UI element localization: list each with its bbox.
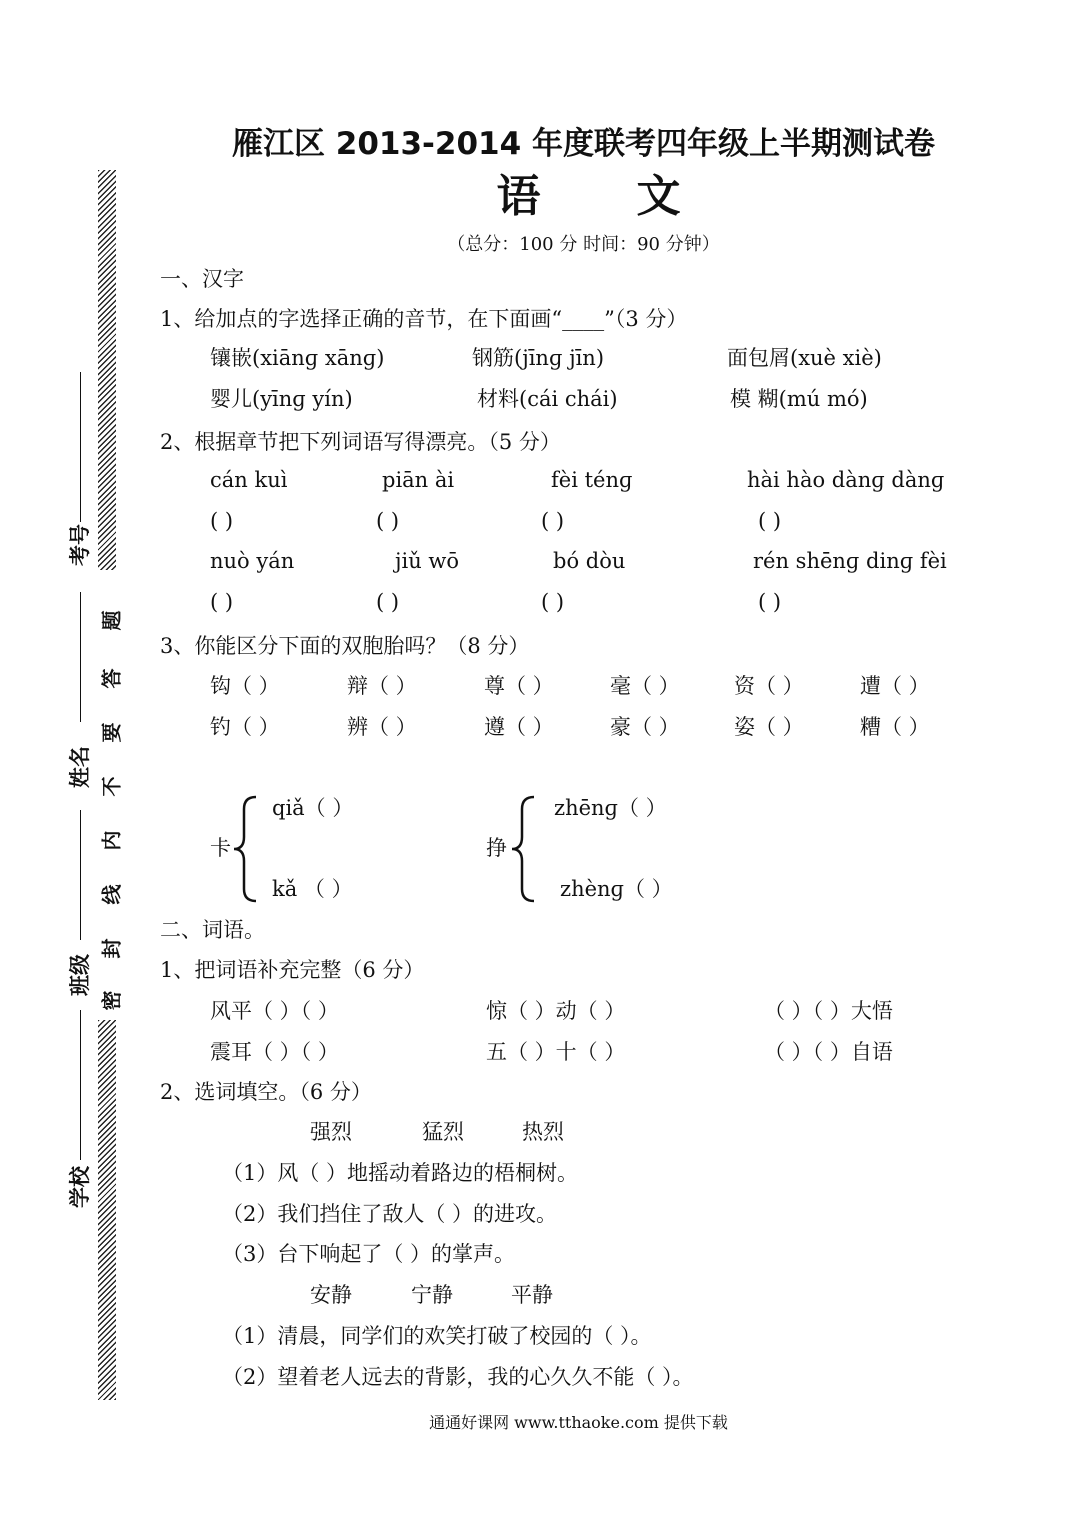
- label-name: 姓名: [68, 746, 92, 788]
- label-class: 班级: [68, 954, 92, 996]
- footer-credit: 通通好课网 www.tthaoke.com 提供下载: [429, 1413, 728, 1432]
- polyphone-char: 挣: [486, 836, 507, 860]
- twin-char[interactable]: 毫（ ）: [610, 674, 680, 698]
- twin-char[interactable]: 辩（ ）: [347, 674, 417, 698]
- curly-brace-icon: [510, 795, 538, 903]
- answer-blank[interactable]: ( ): [210, 590, 234, 614]
- section-heading: 一、汉字: [160, 267, 244, 291]
- polyphone-reading[interactable]: zhēnɡ（ ）: [554, 796, 667, 820]
- word-option: 宁静: [411, 1283, 453, 1307]
- pinyin-word: cán kuì: [210, 468, 288, 492]
- pinyin-choice: 面包屑(xuè xiè): [727, 346, 882, 370]
- pinyin-choice: 材料(cái chái): [477, 387, 618, 411]
- polyphone-reading[interactable]: qiǎ（ ）: [272, 796, 354, 820]
- word-option: 猛烈: [422, 1120, 464, 1144]
- twin-char[interactable]: 钓（ ）: [210, 715, 280, 739]
- label-school: 学校: [68, 1166, 92, 1208]
- binding-char: 内: [99, 830, 124, 851]
- binding-char: 线: [99, 884, 124, 905]
- subject-char: 语: [496, 171, 541, 222]
- fill-sentence[interactable]: （1）风（ ）地摇动着路边的梧桐树。: [222, 1161, 579, 1185]
- label-exam-number: 考号: [68, 524, 92, 566]
- pinyin-word: fèi ténɡ: [551, 468, 633, 492]
- pinyin-choice: 钢筋(jīnɡ jīn): [472, 346, 605, 370]
- fill-line: [80, 810, 81, 940]
- answer-blank[interactable]: ( ): [541, 509, 565, 533]
- pinyin-word: bó dòu: [553, 549, 626, 573]
- twin-char[interactable]: 尊（ ）: [484, 674, 554, 698]
- pinyin-choice: 模 糊(mú mó): [730, 387, 868, 411]
- polyphone-reading[interactable]: kǎ （ ）: [272, 877, 353, 901]
- pinyin-word: jiǔ wō: [395, 549, 460, 573]
- twin-char[interactable]: 钩（ ）: [210, 674, 280, 698]
- twin-char[interactable]: 姿（ ）: [734, 715, 804, 739]
- word-option: 平静: [511, 1283, 553, 1307]
- pinyin-word: piān ài: [382, 468, 455, 492]
- binding-char: 封: [99, 938, 124, 959]
- idiom-blank[interactable]: 震耳（ ）（ ）: [210, 1040, 339, 1064]
- word-option: 安静: [310, 1283, 352, 1307]
- twin-char[interactable]: 遭（ ）: [860, 674, 930, 698]
- binding-hatch: [98, 1020, 116, 1400]
- fill-line: [80, 1010, 81, 1160]
- pinyin-word: nuò yán: [210, 549, 295, 573]
- binding-hatch: [98, 170, 116, 570]
- word-option: 强烈: [310, 1120, 352, 1144]
- binding-char: 不: [99, 776, 124, 797]
- answer-blank[interactable]: ( ): [376, 590, 400, 614]
- twin-char[interactable]: 资（ ）: [734, 674, 804, 698]
- word-option: 热烈: [522, 1120, 564, 1144]
- idiom-blank[interactable]: （ ）（ ）自语: [764, 1040, 893, 1064]
- fill-line: [80, 592, 81, 722]
- answer-blank[interactable]: ( ): [758, 590, 782, 614]
- page-title: 雁江区 2013-2014 年度联考四年级上半期测试卷: [231, 126, 935, 162]
- question-title: 2、根据章节把下列词语写得漂亮。（5 分）: [160, 430, 561, 454]
- answer-blank[interactable]: ( ): [758, 509, 782, 533]
- twin-char[interactable]: 豪（ ）: [610, 715, 680, 739]
- pinyin-word: rén shēnɡ dinɡ fèi: [753, 549, 947, 573]
- question-title: 1、把词语补充完整（6 分）: [160, 958, 425, 982]
- section-heading: 二、词语。: [160, 918, 265, 942]
- binding-char: 密: [99, 990, 124, 1011]
- subject-char: 文: [636, 171, 681, 222]
- binding-char: 题: [99, 610, 124, 631]
- pinyin-choice: 婴儿(yīnɡ yín): [210, 387, 353, 411]
- twin-char[interactable]: 糟（ ）: [860, 715, 930, 739]
- question-title: 1、给加点的字选择正确的音节，在下面画“____”（3 分）: [160, 307, 688, 331]
- pinyin-choice: 镶嵌(xiānɡ xānɡ): [210, 346, 385, 370]
- fill-sentence[interactable]: （1）清晨，同学们的欢笑打破了校园的（ ）。: [222, 1324, 652, 1348]
- answer-blank[interactable]: ( ): [541, 590, 565, 614]
- idiom-blank[interactable]: 惊（ ）动（ ）: [486, 999, 626, 1023]
- exam-info: （总分：100 分 时间：90 分钟）: [447, 234, 720, 255]
- twin-char[interactable]: 辨（ ）: [347, 715, 417, 739]
- twin-char[interactable]: 遵（ ）: [484, 715, 554, 739]
- idiom-blank[interactable]: 五（ ）十（ ）: [486, 1040, 626, 1064]
- fill-sentence[interactable]: （2）望着老人远去的背影，我的心久久不能（ ）。: [222, 1365, 694, 1389]
- fill-sentence[interactable]: （2）我们挡住了敌人（ ）的进攻。: [222, 1202, 558, 1226]
- fill-line: [80, 372, 81, 522]
- answer-blank[interactable]: ( ): [376, 509, 400, 533]
- question-title: 2、选词填空。（6 分）: [160, 1080, 372, 1104]
- question-title: 3、你能区分下面的双胞胎吗？（8 分）: [160, 634, 530, 658]
- binding-char: 答: [99, 668, 124, 689]
- answer-blank[interactable]: ( ): [210, 509, 234, 533]
- fill-sentence[interactable]: （3）台下响起了（ ）的掌声。: [222, 1242, 516, 1266]
- pinyin-word: hài hào dànɡ dànɡ: [747, 468, 945, 492]
- polyphone-reading[interactable]: zhènɡ（ ）: [560, 877, 673, 901]
- polyphone-char: 卡: [210, 836, 231, 860]
- idiom-blank[interactable]: 风平（ ）（ ）: [210, 999, 339, 1023]
- curly-brace-icon: [232, 795, 260, 903]
- subject-title: [0, 160, 1087, 224]
- idiom-blank[interactable]: （ ）（ ）大悟: [764, 999, 893, 1023]
- binding-char: 要: [99, 722, 124, 743]
